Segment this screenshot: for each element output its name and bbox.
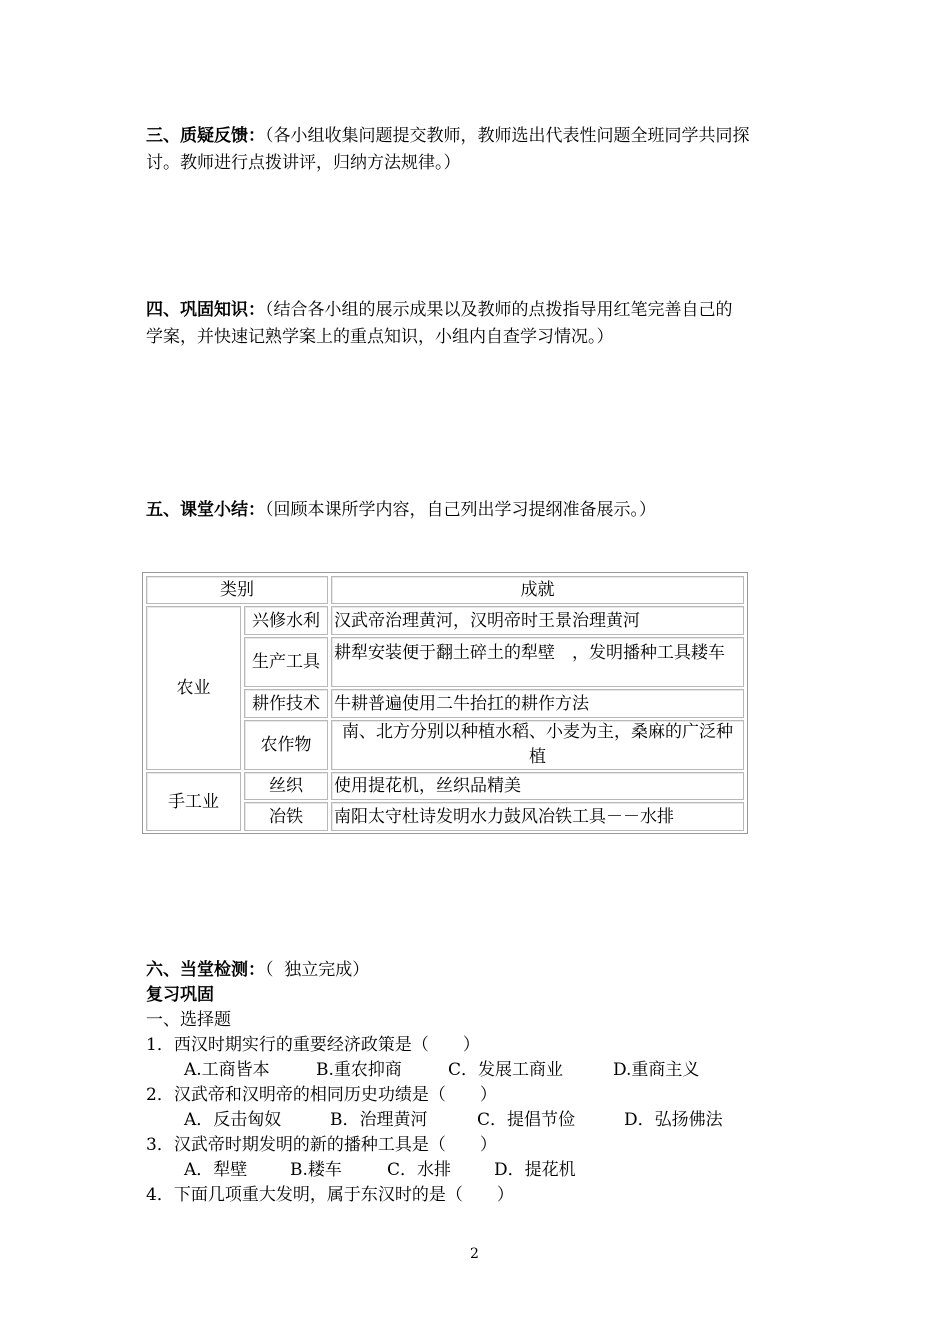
section-summary <box>146 497 814 524</box>
table-row-desc: 汉武帝治理黄河，汉明帝时王景治理黄河 <box>331 606 744 635</box>
section-summary-text: （回顾本课所学内容，自己列出学习提纲准备展示。） <box>265 500 656 520</box>
section-consolidate-text2: 学案，并快速记熟学案上的重点知识，小组内自查学习情况。） <box>146 327 614 347</box>
question-stem: 1．西汉时期实行的重要经济政策是（ ） <box>146 1035 480 1055</box>
option-d: D.重商主义 <box>613 1060 700 1080</box>
option-b: B．治理黄河 <box>330 1110 428 1130</box>
part-heading: 一、选择题 <box>146 1010 231 1030</box>
section-consolidate-heading: 四、巩固知识： <box>146 300 265 320</box>
table-row-desc: 南、北方分别以种植水稻、小麦为主，桑麻的广泛种植 <box>331 720 744 770</box>
category-handicraft: 手工业 <box>146 772 241 831</box>
section-feedback-text1: （各小组收集问题提交教师，教师选出代表性问题全班同学共同探 <box>265 126 750 146</box>
table-row-sub: 丝织 <box>244 772 328 800</box>
table-row-sub: 耕作技术 <box>244 689 328 718</box>
header-category: 类别 <box>146 576 328 604</box>
table-row-desc: 牛耕普遍使用二牛抬扛的耕作方法 <box>331 689 744 718</box>
table-row-desc: 耕犁安装便于翻土碎土的犁壁 ，发明播种工具耧车 <box>331 637 744 687</box>
section-feedback <box>146 123 814 177</box>
question-stem: 3．汉武帝时期发明的新的播种工具是（ ） <box>146 1135 497 1155</box>
table-row-sub: 农作物 <box>244 720 328 770</box>
table-row-desc: 使用提花机，丝织品精美 <box>331 772 744 800</box>
header-achievement: 成就 <box>331 576 744 604</box>
option-a: A.工商皆本 <box>184 1060 270 1080</box>
option-c: C．发展工商业 <box>448 1060 564 1080</box>
section-consolidate <box>146 297 814 351</box>
table-row-desc: 南阳太守杜诗发明水力鼓风冶铁工具－－水排 <box>331 802 744 831</box>
achievements-table <box>142 572 748 834</box>
option-a: A．犁壁 <box>184 1160 248 1180</box>
category-agriculture: 农业 <box>146 606 241 770</box>
section-summary-heading: 五、课堂小结： <box>146 500 265 520</box>
section-test-note: （ 独立完成） <box>265 960 370 980</box>
table-row-sub: 生产工具 <box>244 637 328 687</box>
section-test <box>146 958 369 983</box>
option-d: D．弘扬佛法 <box>624 1110 723 1130</box>
page-number: 2 <box>470 1246 479 1262</box>
table-row-sub: 兴修水利 <box>244 606 328 635</box>
option-a: A．反击匈奴 <box>184 1110 282 1130</box>
table-row-sub: 冶铁 <box>244 802 328 831</box>
question-stem: 4．下面几项重大发明，属于东汉时的是（ ） <box>146 1185 514 1205</box>
section-test-heading: 六、当堂检测： <box>146 960 265 980</box>
section-feedback-heading: 三、质疑反馈： <box>146 126 265 146</box>
option-d: D．提花机 <box>494 1160 576 1180</box>
review-subheading: 复习巩固 <box>146 985 214 1005</box>
section-consolidate-text1: （结合各小组的展示成果以及教师的点拨指导用红笔完善自己的 <box>265 300 733 320</box>
question-stem: 2．汉武帝和汉明帝的相同历史功绩是（ ） <box>146 1085 497 1105</box>
option-b: B.耧车 <box>290 1160 342 1180</box>
option-c: C．提倡节俭 <box>477 1110 576 1130</box>
section-feedback-text2: 讨。教师进行点拨讲评，归纳方法规律。） <box>146 153 461 173</box>
option-c: C．水排 <box>387 1160 452 1180</box>
option-b: B.重农抑商 <box>316 1060 402 1080</box>
